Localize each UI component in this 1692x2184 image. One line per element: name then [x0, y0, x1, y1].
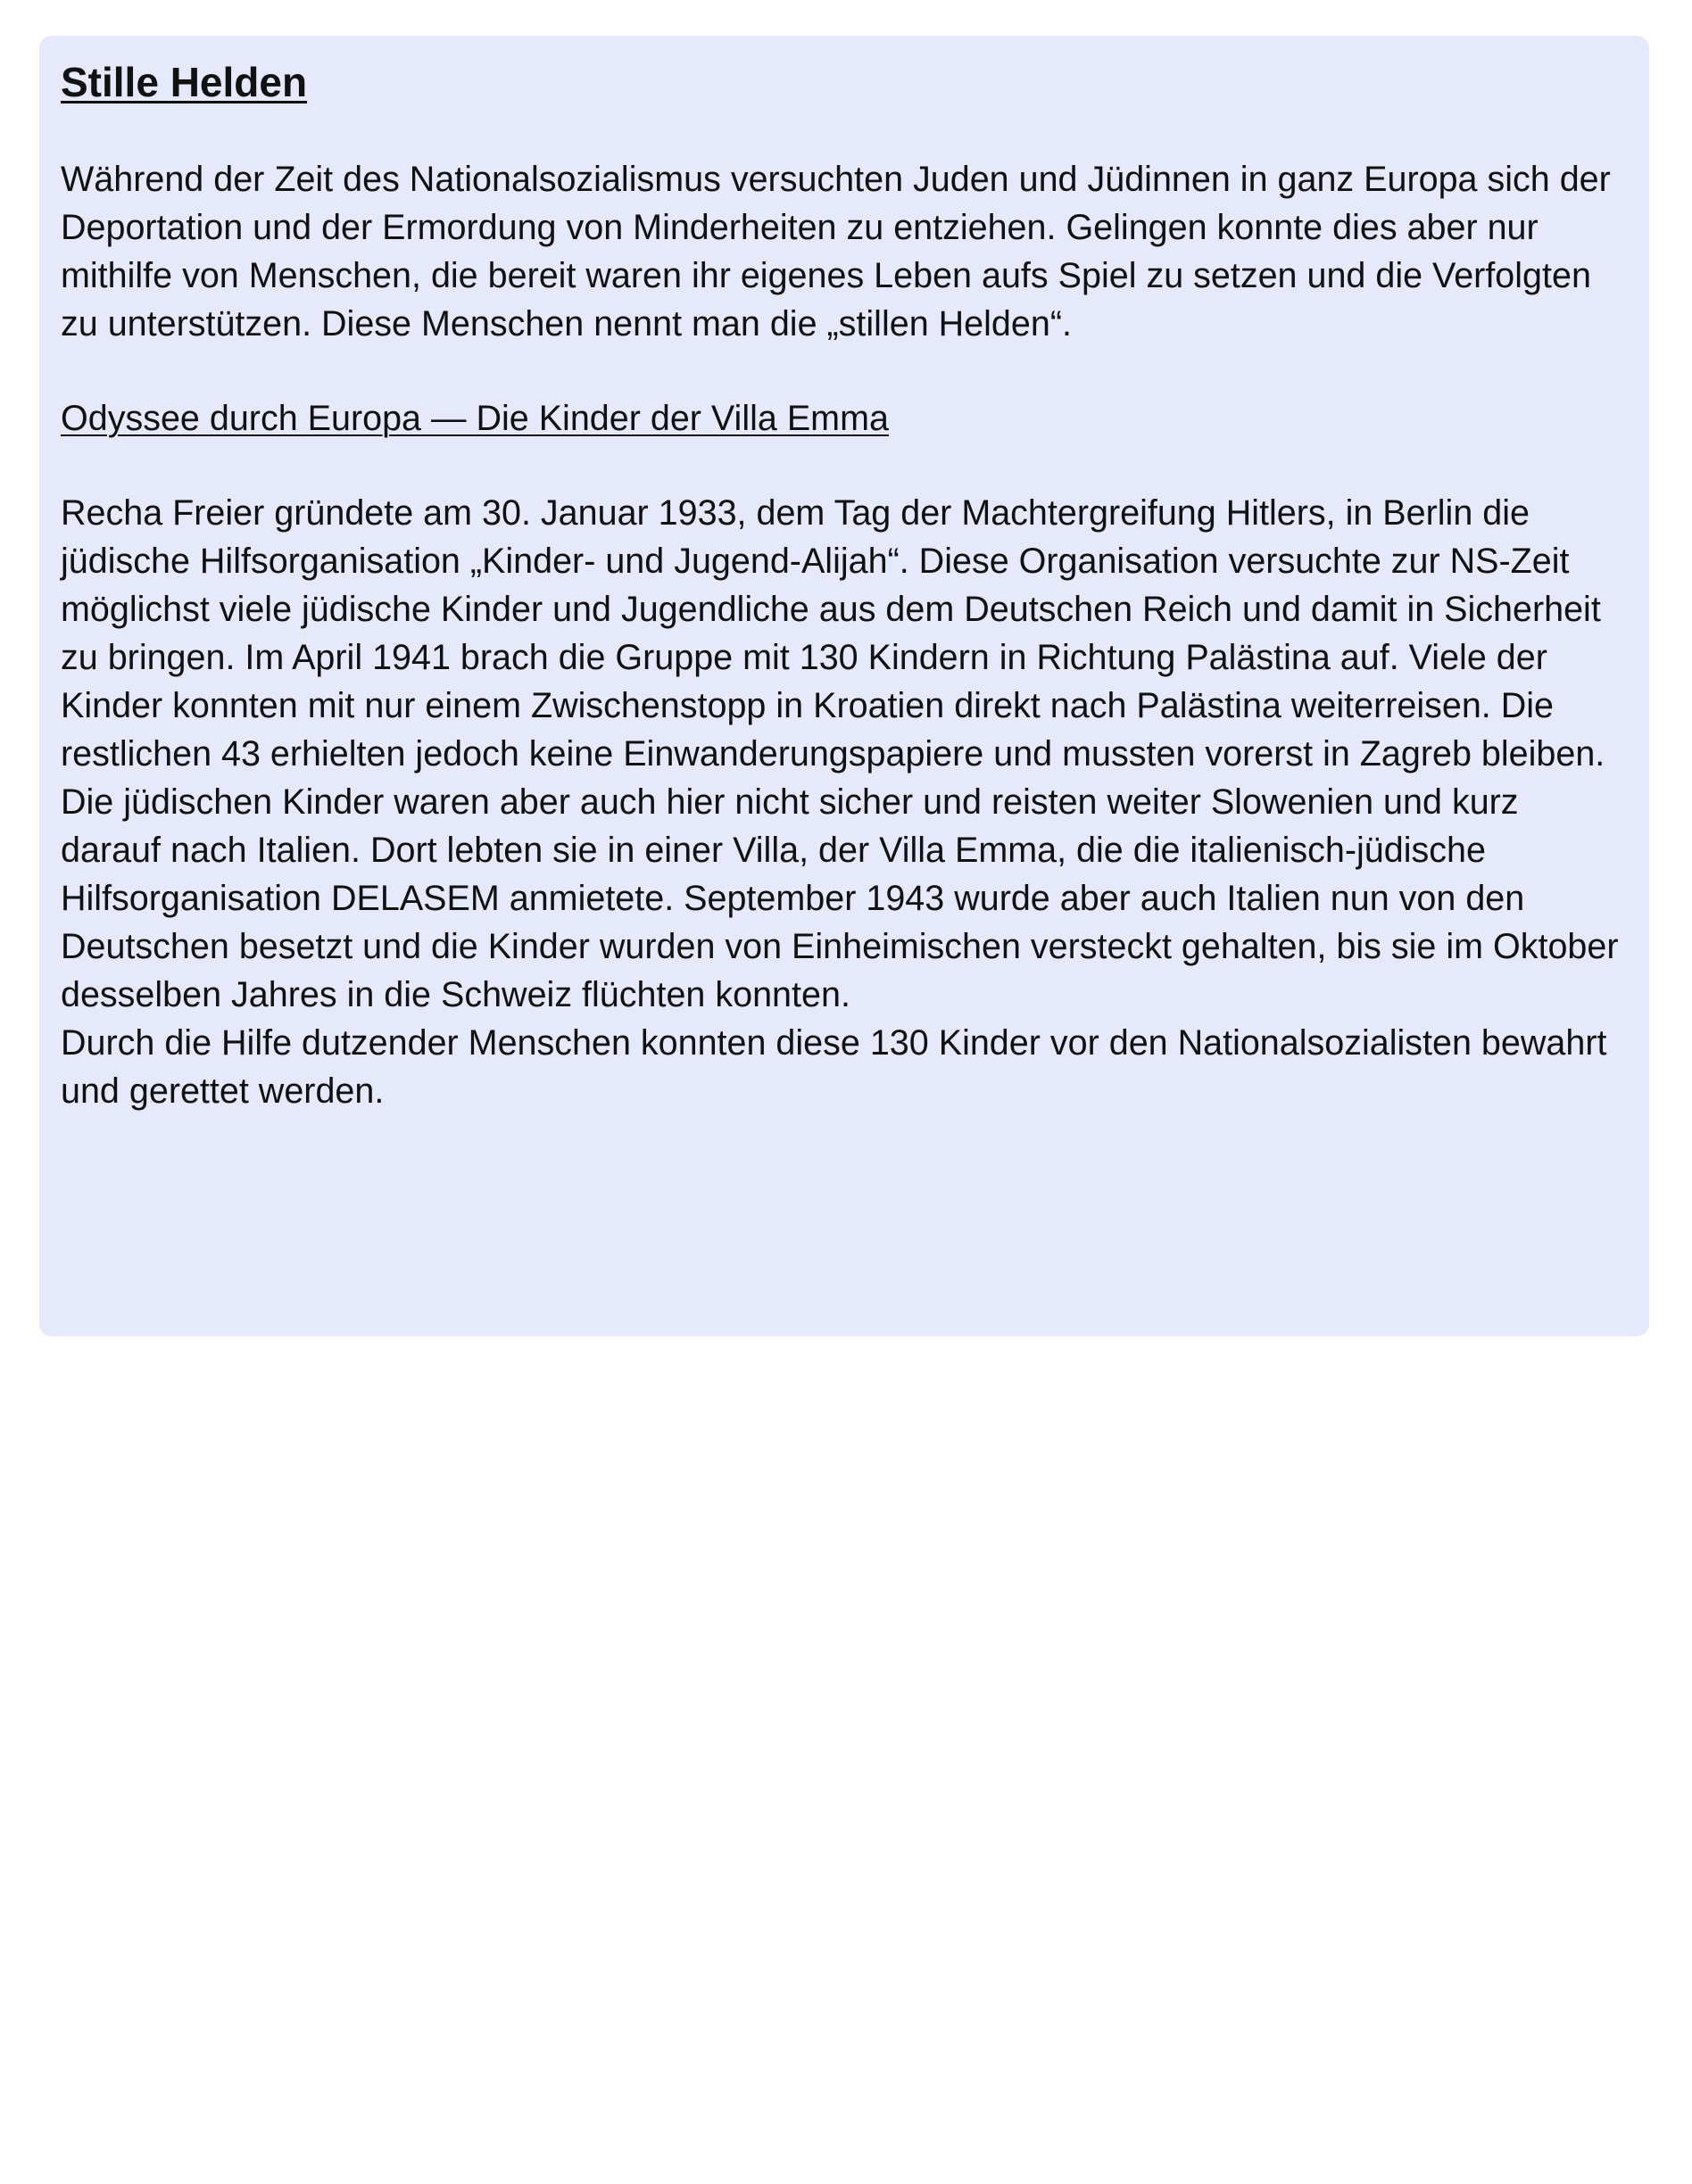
closing-paragraph: Durch die Hilfe dutzender Menschen konnten diese 130 Kinder vor den Nationalsozialisten bewahrt und gerettet werden.: [61, 1022, 1607, 1111]
document-title: Stille Helden: [61, 59, 308, 105]
info-box: [39, 36, 1649, 1336]
intro-paragraph: Während der Zeit des Nationalsozialismus versuchten Juden und Jüdinnen in ganz Europa sich der Deportation und der Ermordung von Minderheiten zu entziehen. Gelingen konnte dies aber nur mithilfe von Menschen, die bereit waren ihr eigenes Leben aufs Spiel zu setzen und die Verfolgten zu unterstützen. Diese Menschen nennt man die „stillen Helden“.: [61, 159, 1611, 343]
section-subheading: Odyssee durch Europa — Die Kinder der Villa Emma: [61, 398, 889, 438]
body-paragraph: Recha Freier gründete am 30. Januar 1933, dem Tag der Machtergreifung Hitlers, in Berlin die jüdische Hilfsorganisation „Kinder- und Jugend-Alijah“. Diese Organisation versuchte zur NS-Zeit möglichst viele jüdische Kinder und Jugendliche aus dem Deutschen Reich und damit in Sicherheit zu bringen. Im April 1941 brach die Gruppe mit 130 Kindern in Richtung Palästina auf. Viele der Kinder konnten mit nur einem Zwischenstopp in Kroatien direkt nach Palästina weiterreisen. Die restlichen 43 erhielten jedoch keine Einwanderungspapiere und mussten vorerst in Zagreb bleiben. Die jüdischen Kinder waren aber auch hier nicht sicher und reisten weiter Slowenien und kurz darauf nach Italien. Dort lebten sie in einer Villa, der Villa Emma, die die italienisch-jüdische Hilfsorganisation DELASEM anmietete. September 1943 wurde aber auch Italien nun von den Deutschen besetzt und die Kinder wurden von Einheimischen versteckt gehalten, bis sie im Oktober desselben Jahres in die Schweiz flüchten konnten.: [61, 492, 1619, 1014]
